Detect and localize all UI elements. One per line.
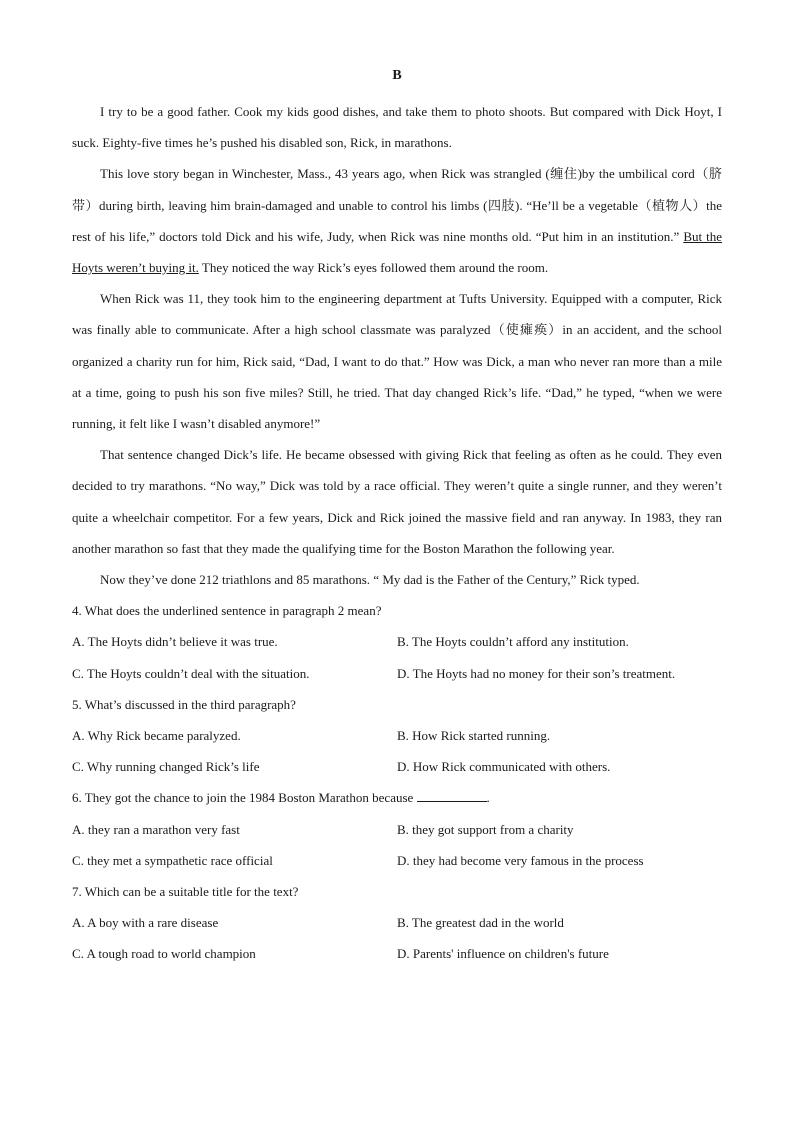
document-page [72, 66, 722, 970]
question-4 [72, 595, 722, 689]
paragraph-2 [72, 158, 722, 283]
underlined-sentence: But the Hoyts weren’t buying it. [72, 228, 722, 276]
options-row [72, 658, 722, 689]
paragraph-3: When Rick was 11, they took him to the engineering department at Tufts University. Equipped with a computer, Rick was finally able to communicate. After a high school classmate was paralyzed（使瘫痪）in an accident, and the school organized a charity run for him, Rick said, “Dad, I want to do that.” How was Dick, a man who never ran more than a mile at a time, going to push his son five miles? Still, he tried. That day changed Rick’s life. “Dad,” he typed, “when we were running, it felt like I wasn’t disabled anymore!” [72, 291, 722, 432]
question-stem: 5. What’s discussed in the third paragraph? [72, 696, 296, 712]
paragraph-4: That sentence changed Dick’s life. He became obsessed with giving Rick that feeling as often as he could. They even decided to try marathons. “No way,” Dick was told by a race official. They weren’t quite a single runner, and they weren’t quite a wheelchair competitor. For a few years, Dick and Rick joined the massive field and ran anyway. In 1983, they ran another marathon so fast that they made the qualifying time for the Boston Marathon the following year. [72, 447, 722, 556]
option-a: A. they ran a marathon very fast [72, 821, 240, 837]
options-row [72, 751, 722, 782]
option-c: C. they met a sympathetic race official [72, 852, 273, 868]
option-a: A. The Hoyts didn’t believe it was true. [72, 634, 278, 650]
question-6 [72, 782, 722, 876]
options-row [72, 814, 722, 845]
question-stem-text: 6. They got the chance to join the 1984 Boston Marathon because [72, 790, 417, 806]
options-row [72, 845, 722, 876]
options-row [72, 626, 722, 657]
option-b: B. The Hoyts couldn’t afford any institution. [397, 634, 629, 650]
question-stem-end: . [486, 790, 490, 806]
options-row [72, 907, 722, 938]
option-b: B. The greatest dad in the world [397, 915, 564, 931]
option-d: D. Parents' influence on children's future [397, 946, 609, 962]
option-c: C. A tough road to world champion [72, 946, 256, 962]
option-c: C. The Hoyts couldn’t deal with the situation. [72, 665, 310, 681]
option-b: B. How Rick started running. [397, 728, 551, 744]
options-row [72, 720, 722, 751]
paragraph-2-end: They noticed the way Rick’s eyes followed them around the room. [198, 260, 549, 276]
paragraph-1: I try to be a good father. Cook my kids good dishes, and take them to photo shoots. But compared with Dick Hoyt, I suck. Eighty-five times he’s pushed his disabled son, Rick, in marathons. [72, 104, 722, 151]
question-5 [72, 689, 722, 783]
answer-blank [417, 789, 487, 802]
question-stem [72, 782, 722, 813]
question-stem: 7. Which can be a suitable title for the text? [72, 884, 299, 900]
option-a: A. A boy with a rare disease [72, 915, 219, 931]
option-d: D. they had become very famous in the process [397, 852, 644, 868]
option-a: A. Why Rick became paralyzed. [72, 728, 241, 744]
option-c: C. Why running changed Rick’s life [72, 759, 260, 775]
paragraph-2-start: This love story began in Winchester, Mass., 43 years ago, when Rick was strangled (缠住)by the umbilical cord（脐带）during birth, leaving him brain-damaged and unable to control his limbs (四肢). “He’ll be a vegetable（植物人）the rest of his life,” doctors told Dick and his wife, Judy, when Rick was nine months old. “Put him in an institution.” [72, 166, 722, 244]
section-title: B [392, 68, 402, 83]
question-stem: 4. What does the underlined sentence in paragraph 2 mean? [72, 603, 382, 619]
option-b: B. they got support from a charity [397, 821, 574, 837]
options-row [72, 938, 722, 969]
option-d: D. The Hoyts had no money for their son’s treatment. [397, 665, 676, 681]
paragraph-5: Now they’ve done 212 triathlons and 85 marathons. “ My dad is the Father of the Century,” Rick typed. [100, 572, 640, 588]
question-7 [72, 876, 722, 970]
option-d: D. How Rick communicated with others. [397, 759, 611, 775]
